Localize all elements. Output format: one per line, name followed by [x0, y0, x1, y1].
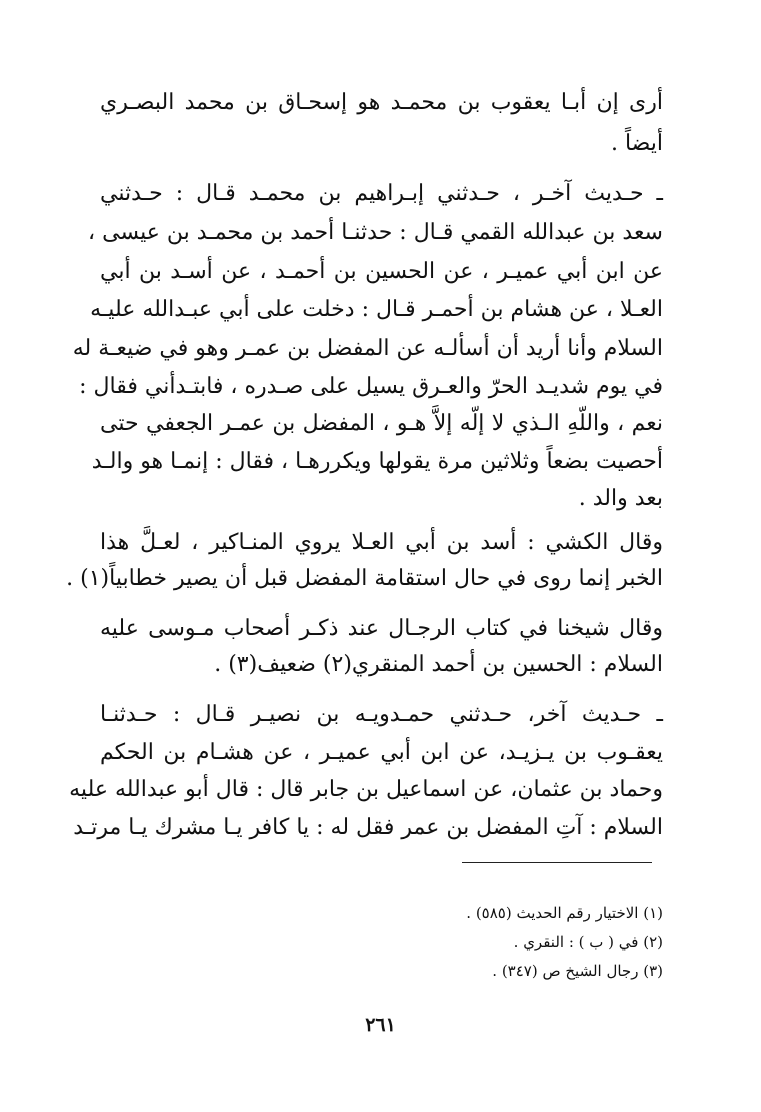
text-line: السلام وأنا أريد أن أسألـه عن المفضل بن عمـر وهو في ضيعـة له — [72, 336, 663, 361]
text-line: ـ حـديث آخر، حـدثني حمـدويـه بن نصيـر قـال : حـدثنـا — [100, 702, 663, 727]
footnote-divider — [462, 862, 652, 863]
text-line: وقال الكشي : أسد بن أبي العـلا يروي المنـاكير ، لعـلَّ هذا — [100, 530, 663, 555]
text-line: ـ حـديث آخـر ، حـدثني إبـراهيم بن محمـد قـال : حـدثني — [100, 181, 663, 206]
text-line: الخبر إنما روى في حال استقامة المفضل قبل أن يصير خطابياً(١) . — [66, 566, 663, 591]
text-line: وحماد بن عثمان، عن اسماعيل بن جابر قال : قال أبو عبدالله عليه — [69, 777, 663, 802]
footnote: (٣) رجال الشيخ ص (٣٤٧) . — [492, 962, 663, 980]
text-line: يعقـوب بن يـزيـد، عن ابن أبي عميـر ، عن هشـام بن الحكم — [100, 740, 663, 765]
footnote: (١) الاختيار رقم الحديث (٥٨٥) . — [466, 904, 663, 922]
text-line: سعد بن عبدالله القمي قـال : حدثنـا أحمد بن محمـد بن عيسى ، — [88, 220, 663, 245]
text-line: السلام : آتِ المفضل بن عمر فقل له : يا كافر يـا مشرك يـا مرتـد — [73, 815, 663, 840]
text-line: بعد والد . — [578, 486, 663, 511]
text-line: العـلا ، عن هشام بن أحمـر قـال : دخلت على أبي عبـدالله عليـه — [90, 297, 663, 322]
text-line: أرى إن أبـا يعقوب بن محمـد هو إسحـاق بن محمد البصـري — [100, 90, 663, 115]
text-line: أيضاً . — [610, 131, 663, 156]
text-line: أحصيت بضعاً وثلاثين مرة يقولها ويكررهـا ، فقال : إنمـا هو والـد — [91, 449, 663, 474]
text-line: السلام : الحسين بن أحمد المنقري(٢) ضعيف(٣) . — [214, 652, 663, 677]
text-line: في يوم شديـد الحرّ والعـرق يسيل على صـدره ، فابتـدأني فقال : — [79, 374, 663, 399]
text-line: عن ابن أبي عميـر ، عن الحسين بن أحمـد ، عن أسـد بن أبي — [100, 259, 663, 284]
text-line: نعم ، واللّهِ الـذي لا إلّه إلاَّ هـو ، المفضل بن عمـر الجعفي حتى — [100, 411, 663, 436]
text-line: وقال شيخنا في كتاب الرجـال عند ذكـر أصحاب مـوسى عليه — [100, 616, 663, 641]
page-number: ٢٦١ — [365, 1014, 396, 1036]
footnote: (٢) في ( ب ) : النقري . — [513, 933, 663, 951]
